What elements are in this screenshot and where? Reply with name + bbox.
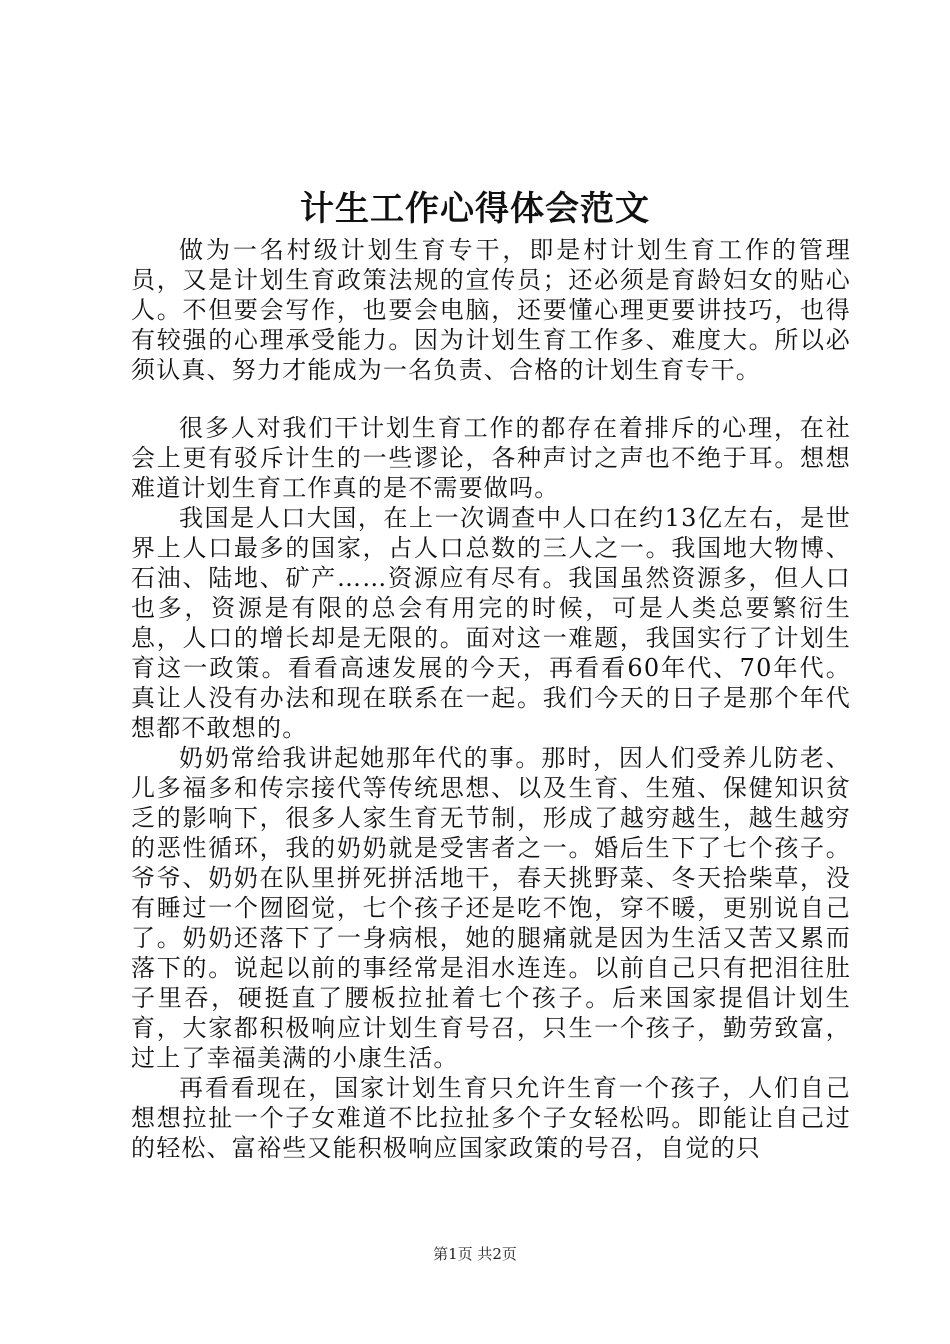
document-title: 计生工作心得体会范文 [300,189,650,229]
paragraph-1: 做为一名村级计划生育专干，即是村计划生育工作的管理员，又是计划生育政策法规的宣传员；还必须是育龄妇女的贴心人。不但要会写作，也要会电脑，还要懂心理更要讲技巧，也得有较强的心理承受能力。因为计划生育工作多、难度大。所以必须认真、努力才能成为一名负责、合格的计划生育专干。 [131,236,851,384]
paragraph-3: 我国是人口大国，在上一次调查中人口在约13亿左右，是世界上人口最多的国家，占人口总数的三人之一。我国地大物博、石油、陆地、矿产……资源应有尽有。我国虽然资源多，但人口也多，资源是有限的总会有用完的时候，可是人类总要繁衍生息，人口的增长却是无限的。面对这一难题，我国实行了计划生育这一政策。看看高速发展的今天，再看看60年代、70年代。真让人没有办法和现在联系在一起。我们今天的日子是那个年代想都不敢想的。 [131,504,851,742]
page-number-footer: 第1页 共2页 [433,1245,517,1263]
paragraph-4: 奶奶常给我讲起她那年代的事。那时，因人们受养儿防老、儿多福多和传宗接代等传统思想、以及生育、生殖、保健知识贫乏的影响下，很多人家生育无节制，形成了越穷越生，越生越穷的恶性循环，我的奶奶就是受害者之一。婚后生下了七个孩子。爷爷、奶奶在队里拼死拼活地干，春天挑野菜、冬天拾柴草，没有睡过一个囫囵觉，七个孩子还是吃不饱，穿不暖，更别说自己了。奶奶还落下了一身病根，她的腿痛就是因为生活又苦又累而落下的。说起以前的事经常是泪水连连。以前自己只有把泪往肚子里吞，硬挺直了腰板拉扯着七个孩子。后来国家提倡计划生育，大家都积极响应计划生育号召，只生一个孩子，勤劳致富，过上了幸福美满的小康生活。 [131,744,851,1072]
paragraph-2: 很多人对我们干计划生育工作的都存在着排斥的心理，在社会上更有驳斥计生的一些谬论，各种声讨之声也不绝于耳。想想难道计划生育工作真的是不需要做吗。 [131,414,851,502]
paragraph-5: 再看看现在，国家计划生育只允许生育一个孩子，人们自己想想拉扯一个子女难道不比拉扯多个子女轻松吗。即能让自己过的轻松、富裕些又能积极响应国家政策的号召，自觉的只 [131,1074,851,1162]
document-body [131,235,851,1163]
